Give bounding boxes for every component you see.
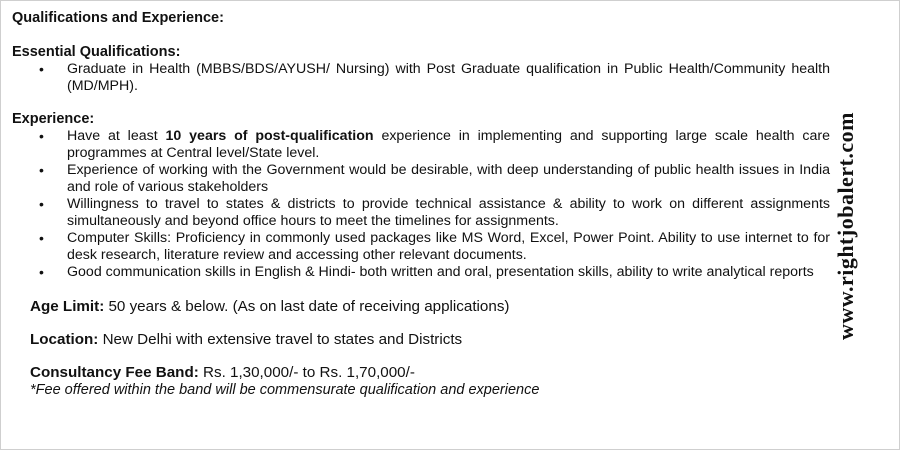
list-item: • Good communication skills in English & Hindi- both written and oral, presentation skills, ability to write analytical reports [12, 264, 830, 281]
list-item [12, 128, 830, 162]
location-label: Location: [30, 331, 99, 348]
list-item: • Willingness to travel to states & districts to provide technical assistance & ability to work on different assignments simultaneously and beyond office hours to meet the timelines for assignments. [12, 196, 830, 230]
experience-prefix: Have at least [67, 128, 166, 144]
experience-list [12, 128, 830, 281]
list-item: • Computer Skills: Proficiency in commonly used packages like MS Word, Excel, Power Point. Ability to use internet to for desk research, literature review and accessing other relevant documents. [12, 230, 830, 264]
fee-band-value: Rs. 1,30,000/- to Rs. 1,70,000/- [198, 364, 415, 381]
fee-band-line [30, 364, 830, 382]
qualifications-experience-heading: Qualifications and Experience: [12, 10, 224, 26]
age-limit-line [30, 298, 830, 316]
experience-suffix: experience in implementing and supporting large scale health care programmes at Central level/State level. [67, 128, 830, 161]
watermark-text: www.rightjobalert.com [833, 111, 858, 341]
fee-note: *Fee offered within the band will be commensurate qualification and experience [30, 382, 540, 398]
experience-years-bold: 10 years of post-qualification [165, 128, 374, 144]
essential-qualifications-list [12, 61, 830, 95]
location-value: New Delhi with extensive travel to states and Districts [98, 331, 463, 348]
age-limit-value: 50 years & below. (As on last date of receiving applications) [104, 298, 510, 315]
list-item: • Experience of working with the Government would be desirable, with deep understanding of public health issues in India and role of various stakeholders [12, 162, 830, 196]
experience-heading: Experience: [12, 111, 95, 127]
age-limit-label: Age Limit: [30, 298, 105, 315]
list-item: • Graduate in Health (MBBS/BDS/AYUSH/ Nursing) with Post Graduate qualification in Public Health/Community health (MD/MPH). [12, 61, 830, 95]
essential-qualifications-heading: Essential Qualifications: [12, 44, 181, 60]
fee-band-label: Consultancy Fee Band: [30, 364, 199, 381]
document-body [12, 6, 830, 399]
location-line [30, 331, 830, 349]
